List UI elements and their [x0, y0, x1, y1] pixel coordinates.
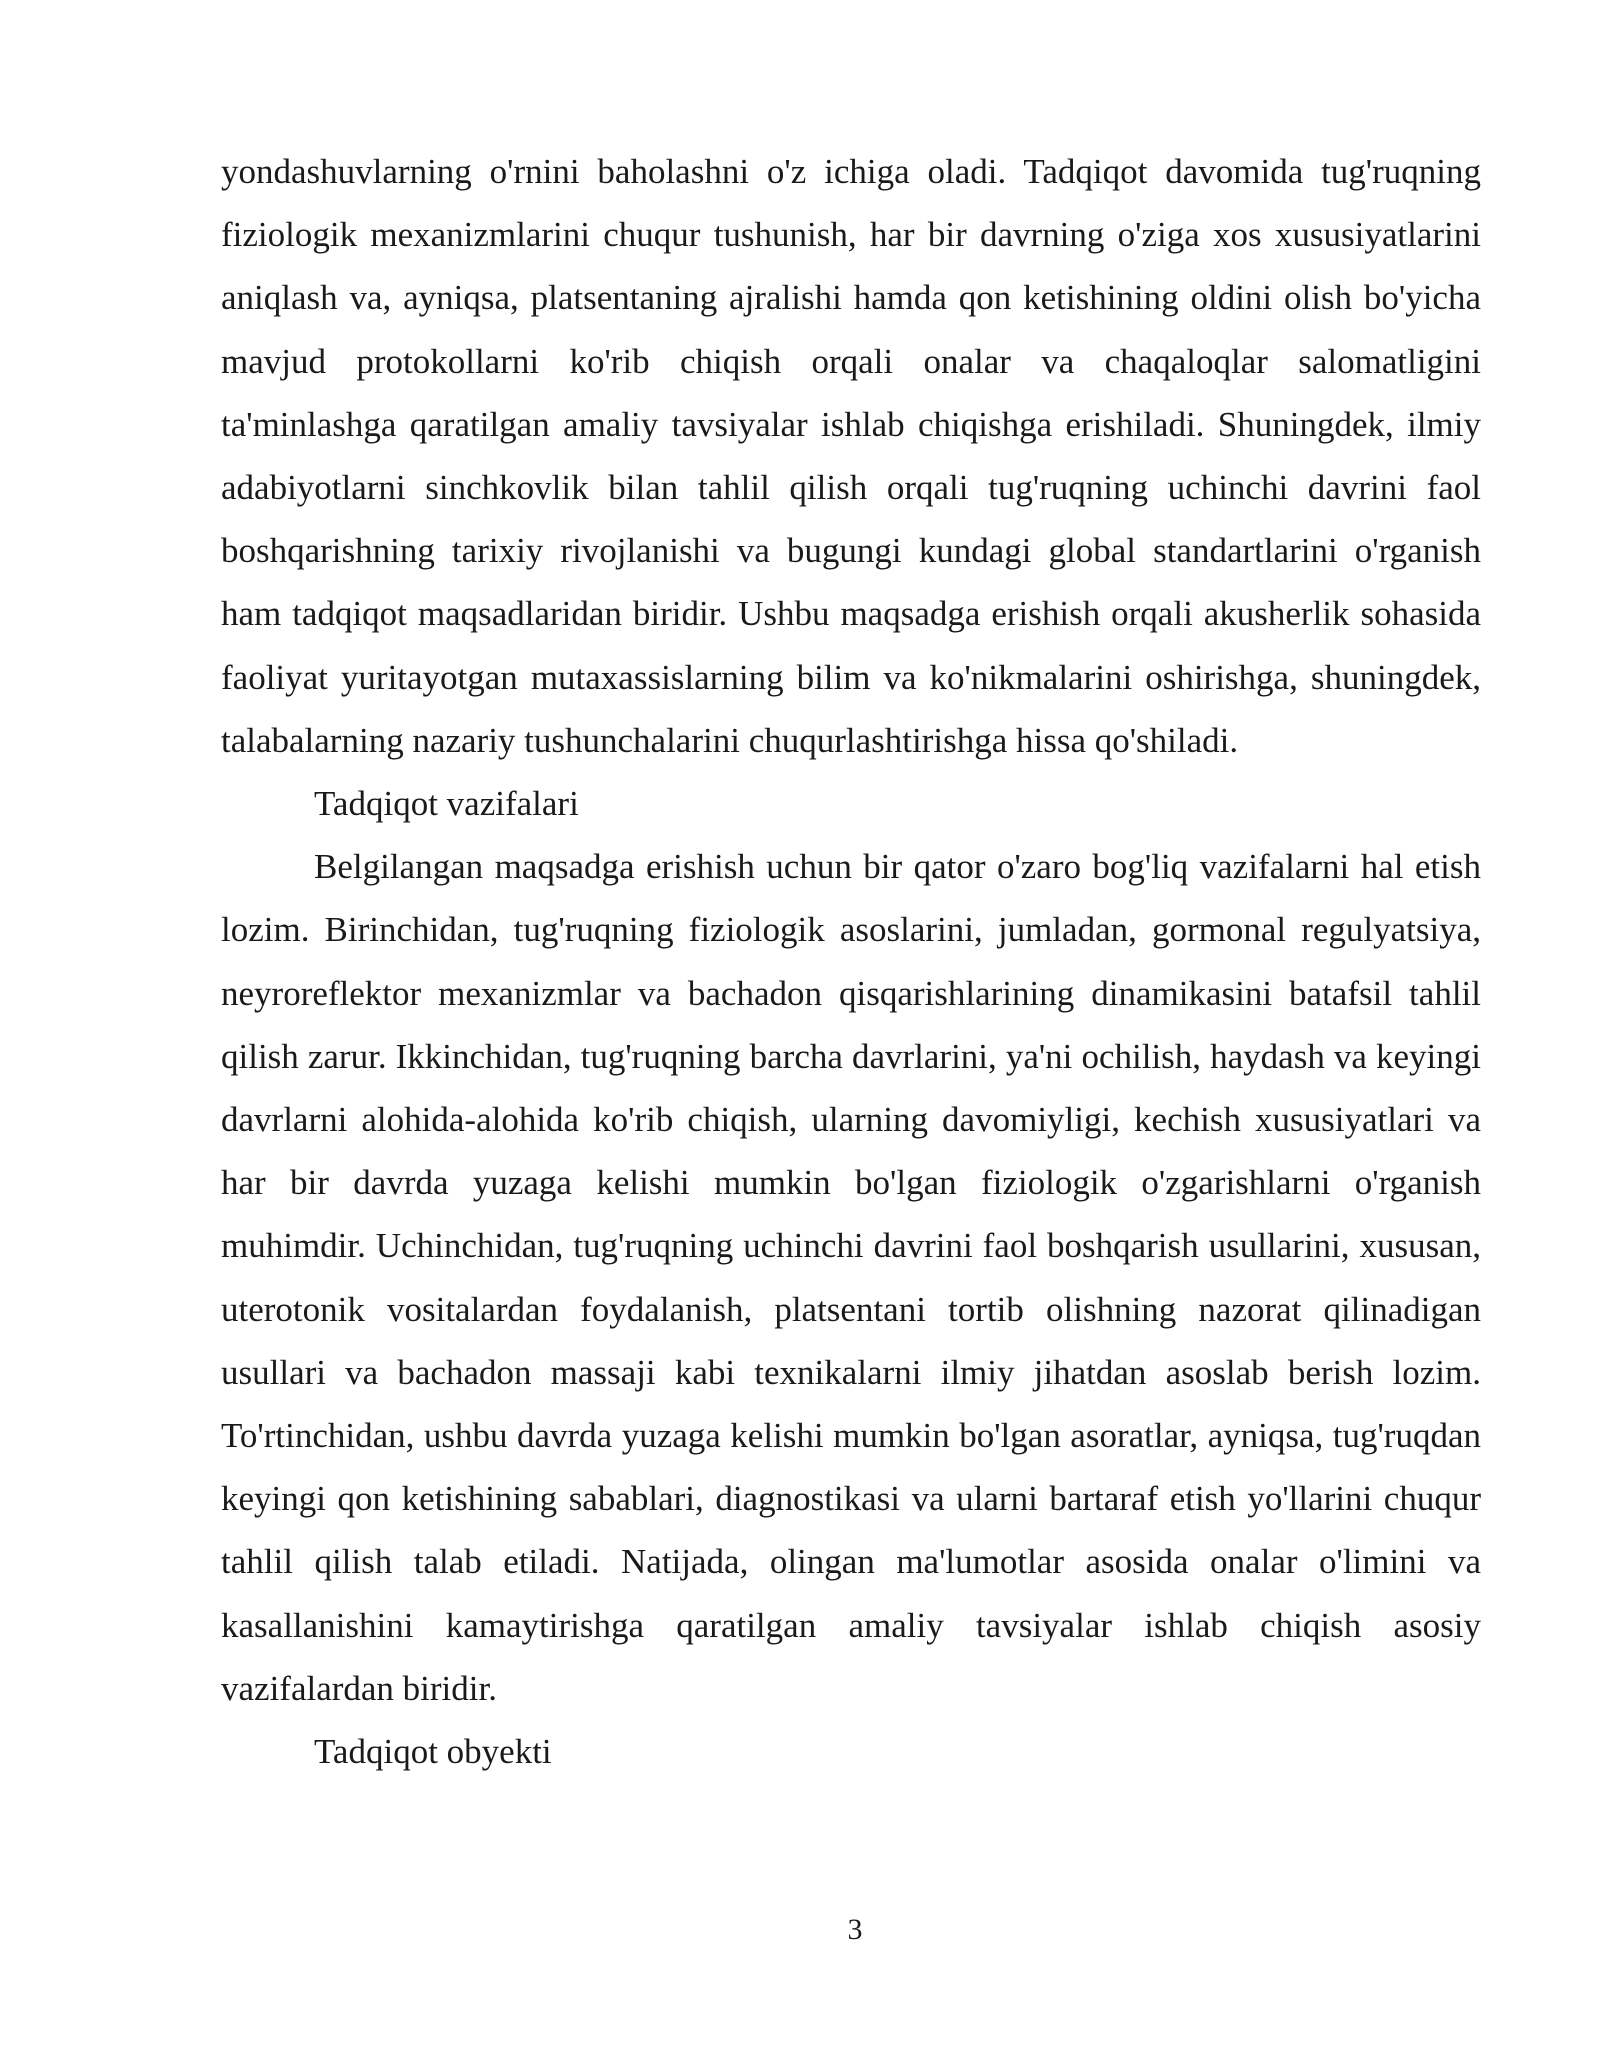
document-body: [221, 140, 1481, 1783]
body-paragraph: yondashuvlarning o'rnini baholashni o'z ichiga oladi. Tadqiqot davomida tug'ruqning fiziologik mexanizmlarini chuqur tushunish, har bir davrning o'ziga xos xususiyatlarini aniqlash va, ayniqsa, platsentaning ajralishi hamda qon ketishining oldini olish bo'yicha mavjud protokollarni ko'rib chiqish orqali onalar va chaqaloqlar salomatligini ta'minlashga qaratilgan amaliy tavsiyalar ishlab chiqishga erishiladi. Shuningdek, ilmiy adabiyotlarni sinchkovlik bilan tahlil qilish orqali tug'ruqning uchinchi davrini faol boshqarishning tarixiy rivojlanishi va bugungi kundagi global standartlarini o'rganish ham tadqiqot maqsadlaridan biridir. Ushbu maqsadga erishish orqali akusherlik sohasida faoliyat yuritayotgan mutaxassislarning bilim va ko'nikmalarini oshirishga, shuningdek, talabalarning nazariy tushunchalarini chuqurlashtirishga hissa qo'shiladi.: [221, 152, 1481, 760]
section-heading: Tadqiqot vazifalari: [314, 784, 579, 824]
body-paragraph: Belgilangan maqsadga erishish uchun bir qator o'zaro bog'liq vazifalarni hal etish lozim. Birinchidan, tug'ruqning fiziologik asoslarini, jumladan, gormonal regulyatsiya, neyroreflektor mexanizmlar va bachadon qisqarishlarining dinamikasini batafsil tahlil qilish zarur. Ikkinchidan, tug'ruqning barcha davrlarini, ya'ni ochilish, haydash va keyingi davrlarni alohida-alohida ko'rib chiqish, ularning davomiyligi, kechish xususiyatlari va har bir davrda yuzaga kelishi mumkin bo'lgan fiziologik o'zgarishlarni o'rganish muhimdir. Uchinchidan, tug'ruqning uchinchi davrini faol boshqarish usullarini, xususan, uterotonik vositalardan foydalanish, platsentani tortib olishning nazorat qilinadigan usullari va bachadon massaji kabi texnikalarni ilmiy jihatdan asoslab berish lozim. To'rtinchidan, ushbu davrda yuzaga kelishi mumkin bo'lgan asoratlar, ayniqsa, tug'ruqdan keyingi qon ketishining sabablari, diagnostikasi va ularni bartaraf etish yo'llarini chuqur tahlil qilish talab etiladi. Natijada, olingan ma'lumotlar asosida onalar o'limini va kasallanishini kamaytirishga qaratilgan amaliy tavsiyalar ishlab chiqish asosiy vazifalardan biridir.: [221, 847, 1481, 1708]
page-number: 3: [847, 1913, 863, 1946]
section-heading: Tadqiqot obyekti: [314, 1732, 552, 1772]
